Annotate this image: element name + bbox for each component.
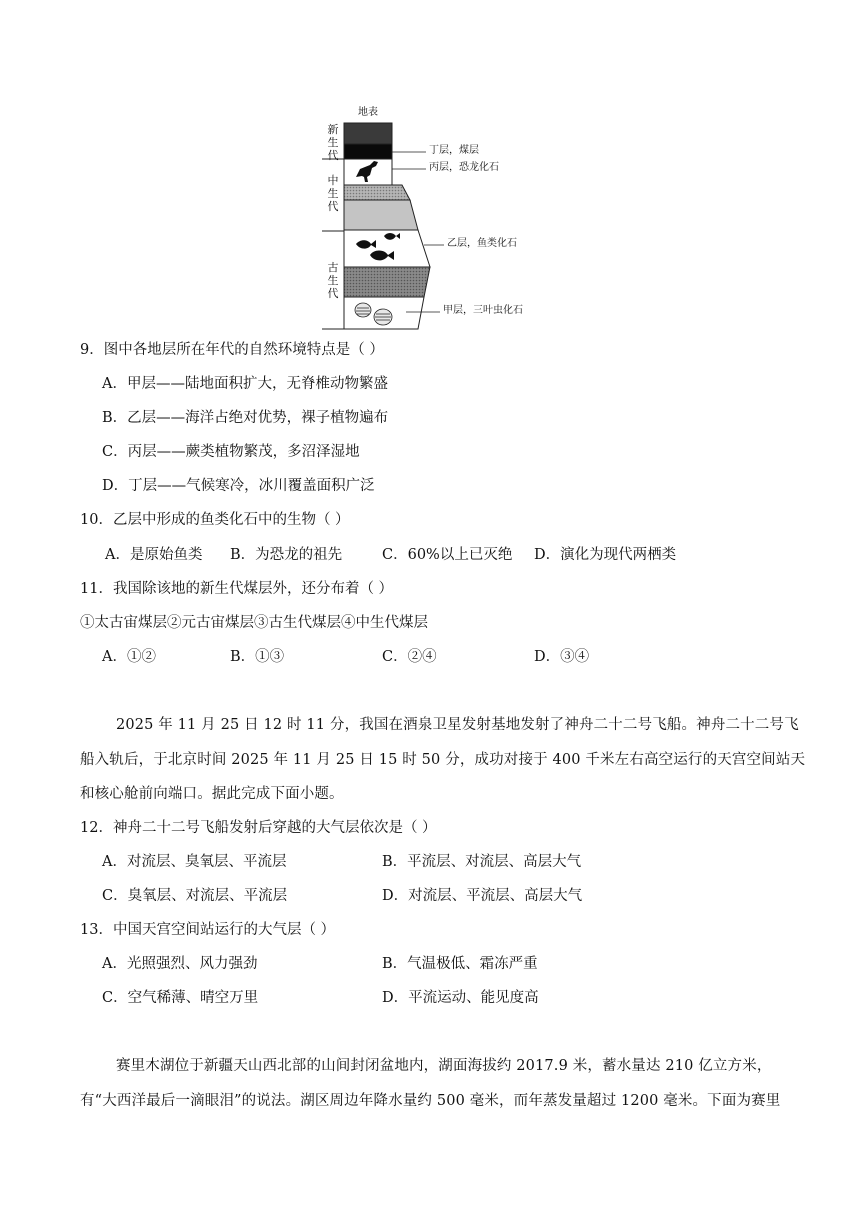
strata-column-diagram [322, 105, 562, 335]
question-11-option-d: D．③④ [534, 649, 590, 665]
question-12-stem: 12．神舟二十二号飞船发射后穿越的大气层依次是（ ） [80, 820, 437, 836]
question-13-option-a: A．光照强烈、风力强劲 [102, 956, 258, 972]
strata-figure [322, 105, 562, 335]
label-ding-layer: 丁层，煤层 [429, 145, 479, 156]
era-mesozoic: 中 生 代 [327, 174, 339, 213]
question-11-option-c: C．②④ [382, 649, 437, 665]
question-11-statement: ①太古宙煤层②元古宙煤层③古生代煤层④中生代煤层 [80, 615, 428, 631]
question-12-option-b: B．平流层、对流层、高层大气 [382, 854, 582, 870]
passage-3-line-2: 有“大西洋最后一滴眼泪”的说法。湖区周边年降水量约 500 毫米，而年蒸发量超过 1200 毫米。下面为赛里 [80, 1093, 781, 1109]
label-bing-layer: 丙层，恐龙化石 [429, 162, 499, 173]
era-paleozoic: 古 生 代 [327, 261, 339, 300]
question-13-option-c: C．空气稀薄、晴空万里 [102, 990, 259, 1006]
question-11-option-b: B．①③ [230, 649, 285, 665]
question-11-option-a: A．①② [102, 649, 156, 665]
era-cenozoic: 新 生 代 [327, 123, 339, 162]
question-10-option-a: A．是原始鱼类 [105, 547, 203, 563]
passage-2-line-3: 和核心舱前向端口。据此完成下面小题。 [80, 786, 344, 802]
question-10-option-c: C．60%以上已灭绝 [382, 547, 513, 563]
question-12-option-a: A．对流层、臭氧层、平流层 [102, 854, 287, 870]
question-10-stem: 10．乙层中形成的鱼类化石中的生物（ ） [80, 512, 350, 528]
question-12-option-d: D．对流层、平流层、高层大气 [382, 888, 583, 904]
question-11-stem: 11．我国除该地的新生代煤层外，还分布着（ ） [80, 581, 394, 597]
question-13-option-d: D．平流运动、能见度高 [382, 990, 539, 1006]
question-12-option-c: C．臭氧层、对流层、平流层 [102, 888, 288, 904]
passage-2-line-2: 船入轨后，于北京时间 2025 年 11 月 25 日 15 时 50 分，成功对接于 400 千米左右高空运行的天宫空间站天 [80, 752, 806, 768]
question-9-option-b: B．乙层——海洋占绝对优势，裸子植物遍布 [102, 410, 389, 426]
question-9-option-a: A．甲层——陆地面积扩大，无脊椎动物繁盛 [102, 376, 388, 392]
question-9-option-c: C．丙层——蕨类植物繁茂，多沼泽湿地 [102, 444, 360, 460]
label-yi-layer: 乙层，鱼类化石 [447, 238, 517, 249]
question-13-option-b: B．气温极低、霜冻严重 [382, 956, 538, 972]
question-13-stem: 13．中国天宫空间站运行的大气层（ ） [80, 922, 336, 938]
question-9-stem: 9．图中各地层所在年代的自然环境特点是（ ） [80, 342, 384, 358]
surface-label: 地表 [358, 107, 378, 118]
question-10-option-b: B．为恐龙的祖先 [230, 547, 343, 563]
question-10-option-d: D．演化为现代两栖类 [534, 547, 677, 563]
passage-3-line-1: 赛里木湖位于新疆天山西北部的山间封闭盆地内，湖面海拔约 2017.9 米，蓄水量达 210 亿立方米， [116, 1058, 772, 1074]
question-9-option-d: D．丁层——气候寒冷，冰川覆盖面积广泛 [102, 478, 375, 494]
label-jia-layer: 甲层，三叶虫化石 [443, 305, 523, 316]
passage-2-line-1: 2025 年 11 月 25 日 12 时 11 分，我国在酒泉卫星发射基地发射了神舟二十二号飞船。神舟二十二号飞 [116, 717, 799, 733]
